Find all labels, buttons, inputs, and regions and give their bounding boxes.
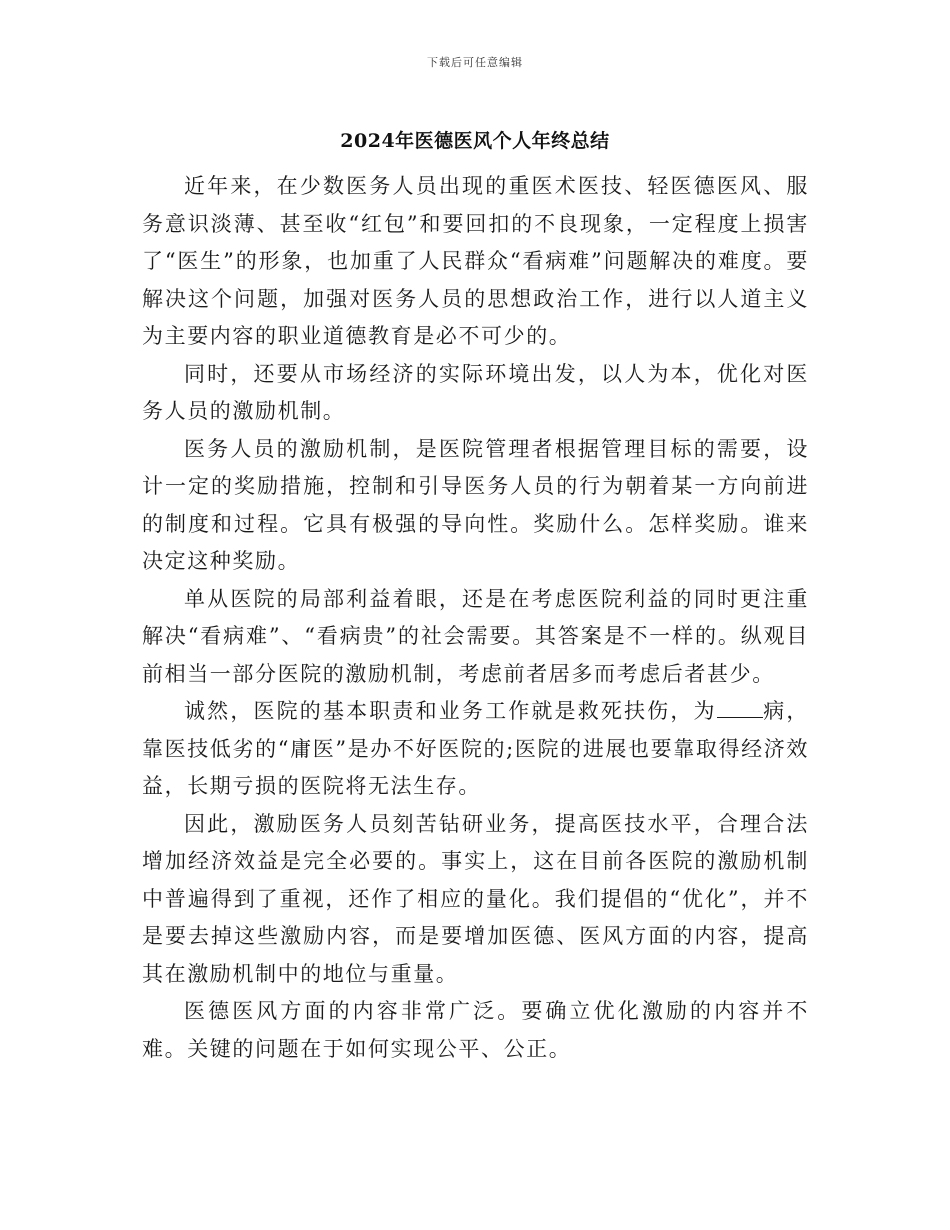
fill-in-blank <box>717 699 763 718</box>
paragraph-therefore: 因此，激励医务人员刻苦钻研业务，提高医技水平，合理合法增加经济效益是完全必要的。事实上，这在目前各医院的激励机制中普遍得到了重视，还作了相应的量化。我们提倡的“优化”，并不是要去掉这些激励内容，而是要增加医德、医风方面的内容，提高其在激励机制中的地位与重量。 <box>142 811 810 986</box>
paragraph-hospital-duty-end: 病，靠医技低劣的“庸医”是办不好医院的;医院的进展也要靠取得经济效益，长期亏损的医院将无法生存。 <box>142 699 809 798</box>
paragraph-incentive-definition: 医务人员的激励机制，是医院管理者根据管理目标的需要，设计一定的奖励措施，控制和引导医务人员的行为朝着某一方向前进的制度和过程。它具有极强的导向性。奖励什么。怎样奖励。谁来决定这种奖励。 <box>142 436 809 573</box>
paragraph-hospital-duty <box>142 693 809 806</box>
header-note: 下载后可任意编辑 <box>427 56 523 69</box>
paragraph-hospital-interest: 单从医院的局部利益着眼，还是在考虑医院利益的同时更注重解决“看病难”、“看病贵”的社会需要。其答案是不一样的。纵观目前相当一部分医院的激励机制，考虑前者居多而考虑后者甚少。 <box>142 586 809 686</box>
document-title: 2024年医德医风个人年终总结 <box>340 130 610 152</box>
paragraph-market-economy: 同时，还要从市场经济的实际环境出发，以人为本，优化对医务人员的激励机制。 <box>142 361 809 423</box>
paragraph-hospital-duty-start: 诚然，医院的基本职责和业务工作就是救死扶伤，为 <box>184 699 717 723</box>
document-body <box>142 168 809 1068</box>
paragraph-conclusion: 医德医风方面的内容非常广泛。要确立优化激励的内容并不难。关键的问题在于如何实现公平、公正。 <box>142 999 809 1061</box>
paragraph-intro: 近年来，在少数医务人员出现的重医术医技、轻医德医风、服务意识淡薄、甚至收“红包”和要回扣的不良现象，一定程度上损害了“医生”的形象，也加重了人民群众“看病难”问题解决的难度。要解决这个问题，加强对医务人员的思想政治工作，进行以人道主义为主要内容的职业道德教育是必不可少的。 <box>142 174 809 348</box>
